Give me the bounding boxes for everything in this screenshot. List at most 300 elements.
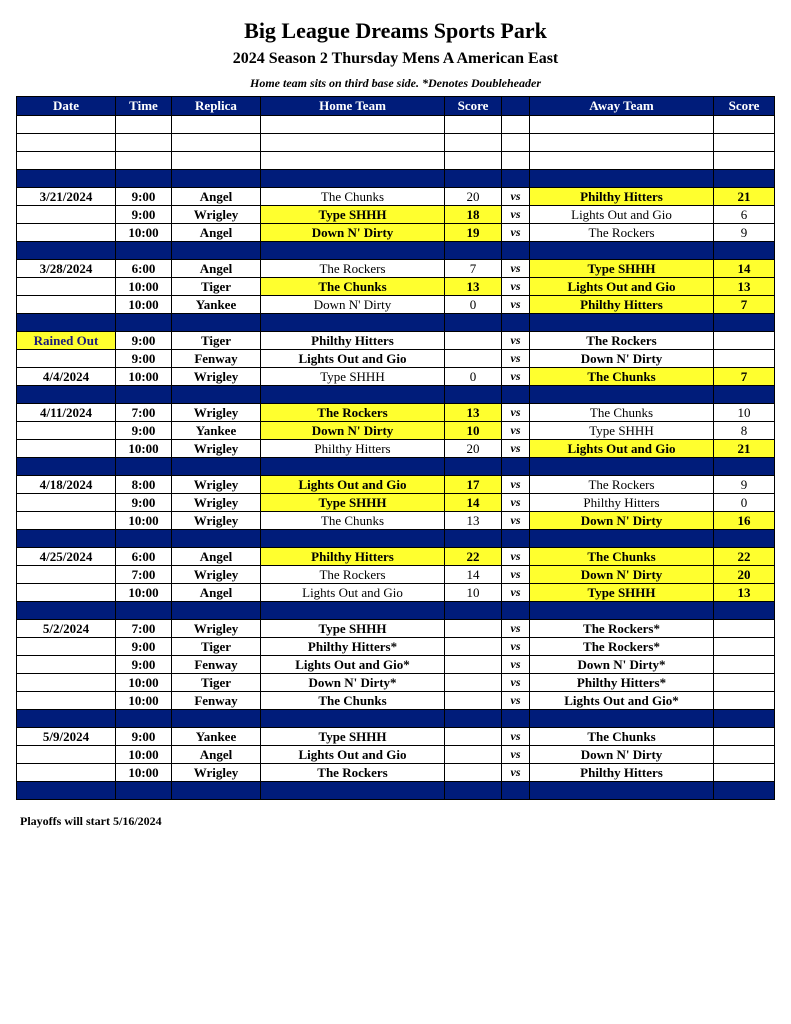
game-row — [17, 656, 775, 674]
vs-cell: vs — [502, 296, 530, 314]
playoffs-note: Playoffs will start 5/16/2024 — [20, 814, 162, 828]
away-team-cell: Philthy Hitters* — [530, 674, 714, 692]
vs-cell: vs — [502, 278, 530, 296]
col-away-score: Score — [714, 97, 775, 116]
away-score-cell: 7 — [714, 296, 775, 314]
separator-cell — [172, 458, 261, 476]
separator-cell — [172, 386, 261, 404]
separator-cell — [530, 242, 714, 260]
replica-cell: Tiger — [172, 332, 261, 350]
home-team-cell: Lights Out and Gio — [261, 350, 445, 368]
away-score-cell — [714, 332, 775, 350]
away-score-cell: 22 — [714, 548, 775, 566]
col-replica: Replica — [172, 97, 261, 116]
separator-cell — [445, 170, 502, 188]
separator-cell — [172, 314, 261, 332]
vs-cell: vs — [502, 404, 530, 422]
away-score-cell: 21 — [714, 188, 775, 206]
replica-cell: Fenway — [172, 350, 261, 368]
replica-cell: Yankee — [172, 296, 261, 314]
away-score-cell — [714, 764, 775, 782]
col-date: Date — [17, 97, 116, 116]
date-cell — [17, 440, 116, 458]
away-score-cell: 21 — [714, 440, 775, 458]
replica-cell: Angel — [172, 224, 261, 242]
date-cell — [17, 512, 116, 530]
home-team-cell: Lights Out and Gio* — [261, 656, 445, 674]
away-score-cell: 0 — [714, 494, 775, 512]
date-cell — [17, 746, 116, 764]
home-team-cell: Philthy Hitters — [261, 332, 445, 350]
away-score-cell: 6 — [714, 206, 775, 224]
separator-cell — [261, 458, 445, 476]
separator-cell — [714, 710, 775, 728]
blank-cell — [261, 152, 445, 170]
date-cell — [17, 566, 116, 584]
home-team-cell: Type SHHH — [261, 368, 445, 386]
home-score-cell — [445, 350, 502, 368]
home-score-cell: 13 — [445, 512, 502, 530]
away-score-cell — [714, 746, 775, 764]
separator-cell — [445, 314, 502, 332]
separator-row — [17, 782, 775, 800]
home-score-cell: 10 — [445, 422, 502, 440]
away-team-cell: Down N' Dirty* — [530, 656, 714, 674]
separator-cell — [530, 458, 714, 476]
replica-cell: Fenway — [172, 692, 261, 710]
home-score-cell: 18 — [445, 206, 502, 224]
separator-cell — [502, 530, 530, 548]
separator-cell — [17, 458, 116, 476]
separator-cell — [172, 170, 261, 188]
game-row — [17, 404, 775, 422]
separator-cell — [530, 170, 714, 188]
replica-cell: Wrigley — [172, 476, 261, 494]
vs-cell: vs — [502, 656, 530, 674]
home-team-cell: The Rockers — [261, 260, 445, 278]
separator-cell — [116, 530, 172, 548]
game-row — [17, 332, 775, 350]
date-cell — [17, 584, 116, 602]
away-team-cell: The Chunks — [530, 404, 714, 422]
time-cell: 8:00 — [116, 476, 172, 494]
home-score-cell: 20 — [445, 188, 502, 206]
blank-cell — [714, 134, 775, 152]
away-team-cell: Down N' Dirty — [530, 566, 714, 584]
replica-cell: Wrigley — [172, 512, 261, 530]
separator-cell — [714, 458, 775, 476]
home-team-cell: Type SHHH — [261, 494, 445, 512]
time-cell: 10:00 — [116, 368, 172, 386]
date-cell: 5/2/2024 — [17, 620, 116, 638]
col-away-team: Away Team — [530, 97, 714, 116]
away-score-cell: 16 — [714, 512, 775, 530]
replica-cell: Angel — [172, 746, 261, 764]
separator-cell — [116, 458, 172, 476]
game-row — [17, 638, 775, 656]
separator-cell — [172, 602, 261, 620]
page-subtitle: 2024 Season 2 Thursday Mens A American East — [232, 50, 559, 67]
replica-cell: Wrigley — [172, 440, 261, 458]
blank-cell — [261, 116, 445, 134]
away-score-cell: 9 — [714, 224, 775, 242]
game-row — [17, 422, 775, 440]
date-cell — [17, 296, 116, 314]
home-score-cell: 17 — [445, 476, 502, 494]
date-cell: 4/25/2024 — [17, 548, 116, 566]
game-row — [17, 188, 775, 206]
away-team-cell: Type SHHH — [530, 260, 714, 278]
away-score-cell — [714, 674, 775, 692]
separator-cell — [714, 242, 775, 260]
home-team-cell: The Chunks — [261, 188, 445, 206]
separator-cell — [116, 782, 172, 800]
separator-cell — [172, 782, 261, 800]
date-cell: 4/18/2024 — [17, 476, 116, 494]
away-score-cell: 10 — [714, 404, 775, 422]
separator-cell — [714, 386, 775, 404]
vs-cell: vs — [502, 332, 530, 350]
separator-cell — [116, 242, 172, 260]
game-row — [17, 296, 775, 314]
separator-row — [17, 530, 775, 548]
page-title: Big League Dreams Sports Park — [244, 18, 547, 43]
home-score-cell — [445, 332, 502, 350]
time-cell: 7:00 — [116, 620, 172, 638]
away-team-cell: The Rockers* — [530, 620, 714, 638]
separator-cell — [445, 458, 502, 476]
separator-cell — [714, 314, 775, 332]
date-cell — [17, 494, 116, 512]
home-team-cell: The Rockers — [261, 764, 445, 782]
separator-cell — [445, 530, 502, 548]
time-cell: 10:00 — [116, 584, 172, 602]
separator-row — [17, 458, 775, 476]
vs-cell: vs — [502, 368, 530, 386]
game-row — [17, 494, 775, 512]
away-team-cell: Philthy Hitters — [530, 296, 714, 314]
vs-cell: vs — [502, 512, 530, 530]
home-score-cell: 20 — [445, 440, 502, 458]
time-cell: 10:00 — [116, 224, 172, 242]
time-cell: 10:00 — [116, 296, 172, 314]
separator-cell — [714, 782, 775, 800]
replica-cell: Wrigley — [172, 206, 261, 224]
away-score-cell — [714, 692, 775, 710]
col-home-score: Score — [445, 97, 502, 116]
home-team-cell: Type SHHH — [261, 620, 445, 638]
time-cell: 10:00 — [116, 764, 172, 782]
separator-cell — [502, 170, 530, 188]
home-team-cell: Philthy Hitters — [261, 548, 445, 566]
separator-row — [17, 242, 775, 260]
replica-cell: Angel — [172, 584, 261, 602]
time-cell: 7:00 — [116, 404, 172, 422]
home-score-cell — [445, 674, 502, 692]
time-cell: 10:00 — [116, 512, 172, 530]
separator-cell — [502, 458, 530, 476]
home-team-cell: Down N' Dirty — [261, 422, 445, 440]
separator-cell — [714, 602, 775, 620]
separator-row — [17, 170, 775, 188]
vs-cell: vs — [502, 476, 530, 494]
date-cell: 5/9/2024 — [17, 728, 116, 746]
vs-cell: vs — [502, 188, 530, 206]
away-score-cell — [714, 350, 775, 368]
home-team-cell: The Chunks — [261, 278, 445, 296]
replica-cell: Tiger — [172, 674, 261, 692]
separator-cell — [502, 710, 530, 728]
game-row — [17, 674, 775, 692]
separator-cell — [116, 170, 172, 188]
vs-cell: vs — [502, 566, 530, 584]
separator-cell — [172, 530, 261, 548]
separator-cell — [17, 782, 116, 800]
date-cell: 4/4/2024 — [17, 368, 116, 386]
replica-cell: Tiger — [172, 638, 261, 656]
col-vs — [502, 97, 530, 116]
separator-cell — [445, 602, 502, 620]
vs-cell: vs — [502, 746, 530, 764]
separator-row — [17, 710, 775, 728]
replica-cell: Angel — [172, 188, 261, 206]
separator-cell — [502, 242, 530, 260]
blank-cell — [445, 152, 502, 170]
date-cell — [17, 206, 116, 224]
away-team-cell: Lights Out and Gio — [530, 206, 714, 224]
game-row — [17, 692, 775, 710]
home-score-cell: 14 — [445, 494, 502, 512]
away-team-cell: Down N' Dirty — [530, 350, 714, 368]
time-cell: 9:00 — [116, 656, 172, 674]
separator-cell — [502, 782, 530, 800]
away-score-cell: 13 — [714, 278, 775, 296]
separator-cell — [530, 386, 714, 404]
blank-cell — [17, 134, 116, 152]
date-cell — [17, 350, 116, 368]
vs-cell: vs — [502, 584, 530, 602]
col-time: Time — [116, 97, 172, 116]
separator-cell — [445, 782, 502, 800]
separator-cell — [261, 242, 445, 260]
home-team-cell: Down N' Dirty — [261, 296, 445, 314]
home-score-cell: 7 — [445, 260, 502, 278]
replica-cell: Fenway — [172, 656, 261, 674]
separator-cell — [116, 386, 172, 404]
away-team-cell: Down N' Dirty — [530, 746, 714, 764]
replica-cell: Yankee — [172, 728, 261, 746]
blank-cell — [714, 116, 775, 134]
home-score-cell — [445, 764, 502, 782]
game-row — [17, 620, 775, 638]
date-cell: 3/21/2024 — [17, 188, 116, 206]
away-team-cell: Down N' Dirty — [530, 512, 714, 530]
blank-cell — [530, 116, 714, 134]
blank-cell — [17, 152, 116, 170]
time-cell: 9:00 — [116, 206, 172, 224]
separator-cell — [502, 386, 530, 404]
separator-cell — [530, 602, 714, 620]
date-cell — [17, 224, 116, 242]
blank-cell — [445, 134, 502, 152]
home-team-cell: The Rockers — [261, 404, 445, 422]
replica-cell: Wrigley — [172, 368, 261, 386]
game-row — [17, 350, 775, 368]
game-row — [17, 728, 775, 746]
time-cell: 9:00 — [116, 332, 172, 350]
home-team-cell: The Chunks — [261, 512, 445, 530]
time-cell: 10:00 — [116, 674, 172, 692]
vs-cell: vs — [502, 494, 530, 512]
away-team-cell: The Chunks — [530, 368, 714, 386]
blank-row — [17, 116, 775, 134]
away-team-cell: Lights Out and Gio — [530, 440, 714, 458]
away-team-cell: Lights Out and Gio* — [530, 692, 714, 710]
separator-cell — [445, 386, 502, 404]
vs-cell: vs — [502, 422, 530, 440]
date-cell — [17, 278, 116, 296]
away-team-cell: The Rockers — [530, 224, 714, 242]
date-cell — [17, 638, 116, 656]
blank-cell — [17, 116, 116, 134]
separator-cell — [261, 530, 445, 548]
separator-row — [17, 602, 775, 620]
date-cell — [17, 674, 116, 692]
home-score-cell — [445, 728, 502, 746]
away-team-cell: Philthy Hitters — [530, 494, 714, 512]
separator-row — [17, 314, 775, 332]
separator-cell — [714, 170, 775, 188]
time-cell: 10:00 — [116, 746, 172, 764]
replica-cell: Angel — [172, 260, 261, 278]
blank-cell — [502, 116, 530, 134]
game-row — [17, 746, 775, 764]
away-score-cell — [714, 728, 775, 746]
game-row — [17, 368, 775, 386]
blank-cell — [116, 116, 172, 134]
blank-cell — [116, 152, 172, 170]
separator-cell — [445, 242, 502, 260]
separator-cell — [502, 314, 530, 332]
time-cell: 10:00 — [116, 278, 172, 296]
time-cell: 9:00 — [116, 188, 172, 206]
home-score-cell — [445, 620, 502, 638]
away-team-cell: The Chunks — [530, 728, 714, 746]
home-team-cell: Down N' Dirty — [261, 224, 445, 242]
separator-cell — [261, 710, 445, 728]
separator-cell — [530, 314, 714, 332]
home-score-cell: 10 — [445, 584, 502, 602]
home-score-cell: 0 — [445, 368, 502, 386]
vs-cell: vs — [502, 764, 530, 782]
date-cell: 3/28/2024 — [17, 260, 116, 278]
schedule-table — [16, 96, 775, 800]
separator-cell — [261, 314, 445, 332]
replica-cell: Wrigley — [172, 620, 261, 638]
time-cell: 9:00 — [116, 422, 172, 440]
vs-cell: vs — [502, 674, 530, 692]
home-team-cell: Philthy Hitters* — [261, 638, 445, 656]
game-row — [17, 548, 775, 566]
blank-cell — [502, 152, 530, 170]
game-row — [17, 440, 775, 458]
blank-cell — [445, 116, 502, 134]
home-score-cell: 22 — [445, 548, 502, 566]
game-row — [17, 224, 775, 242]
replica-cell: Yankee — [172, 422, 261, 440]
separator-cell — [116, 710, 172, 728]
home-team-cell: Lights Out and Gio — [261, 746, 445, 764]
home-score-cell: 13 — [445, 404, 502, 422]
separator-cell — [261, 386, 445, 404]
blank-cell — [530, 152, 714, 170]
time-cell: 9:00 — [116, 494, 172, 512]
blank-cell — [502, 134, 530, 152]
separator-cell — [172, 242, 261, 260]
home-team-cell: Down N' Dirty* — [261, 674, 445, 692]
separator-cell — [530, 530, 714, 548]
separator-cell — [116, 602, 172, 620]
away-team-cell: Philthy Hitters — [530, 188, 714, 206]
away-team-cell: The Rockers — [530, 332, 714, 350]
blank-cell — [172, 152, 261, 170]
separator-cell — [261, 170, 445, 188]
away-team-cell: Type SHHH — [530, 584, 714, 602]
separator-cell — [17, 242, 116, 260]
separator-cell — [116, 314, 172, 332]
blank-cell — [714, 152, 775, 170]
game-row — [17, 512, 775, 530]
header-row — [17, 97, 775, 116]
away-score-cell: 14 — [714, 260, 775, 278]
blank-row — [17, 134, 775, 152]
date-cell: 4/11/2024 — [17, 404, 116, 422]
vs-cell: vs — [502, 548, 530, 566]
time-cell: 7:00 — [116, 566, 172, 584]
away-team-cell: Lights Out and Gio — [530, 278, 714, 296]
home-team-cell: The Rockers — [261, 566, 445, 584]
separator-cell — [17, 314, 116, 332]
separator-cell — [530, 782, 714, 800]
away-score-cell: 7 — [714, 368, 775, 386]
blank-row — [17, 152, 775, 170]
blank-cell — [172, 134, 261, 152]
date-cell — [17, 692, 116, 710]
home-team-cell: Type SHHH — [261, 206, 445, 224]
away-score-cell: 20 — [714, 566, 775, 584]
blank-cell — [116, 134, 172, 152]
col-home-team: Home Team — [261, 97, 445, 116]
separator-row — [17, 386, 775, 404]
home-score-cell — [445, 692, 502, 710]
home-score-cell: 0 — [445, 296, 502, 314]
vs-cell: vs — [502, 224, 530, 242]
home-score-cell — [445, 746, 502, 764]
home-score-cell: 13 — [445, 278, 502, 296]
away-team-cell: The Chunks — [530, 548, 714, 566]
away-score-cell: 13 — [714, 584, 775, 602]
away-team-cell: The Rockers* — [530, 638, 714, 656]
separator-cell — [445, 710, 502, 728]
vs-cell: vs — [502, 638, 530, 656]
game-row — [17, 206, 775, 224]
time-cell: 9:00 — [116, 350, 172, 368]
separator-cell — [261, 602, 445, 620]
home-team-cell: Lights Out and Gio — [261, 476, 445, 494]
home-team-cell: Lights Out and Gio — [261, 584, 445, 602]
separator-cell — [17, 602, 116, 620]
replica-cell: Wrigley — [172, 404, 261, 422]
